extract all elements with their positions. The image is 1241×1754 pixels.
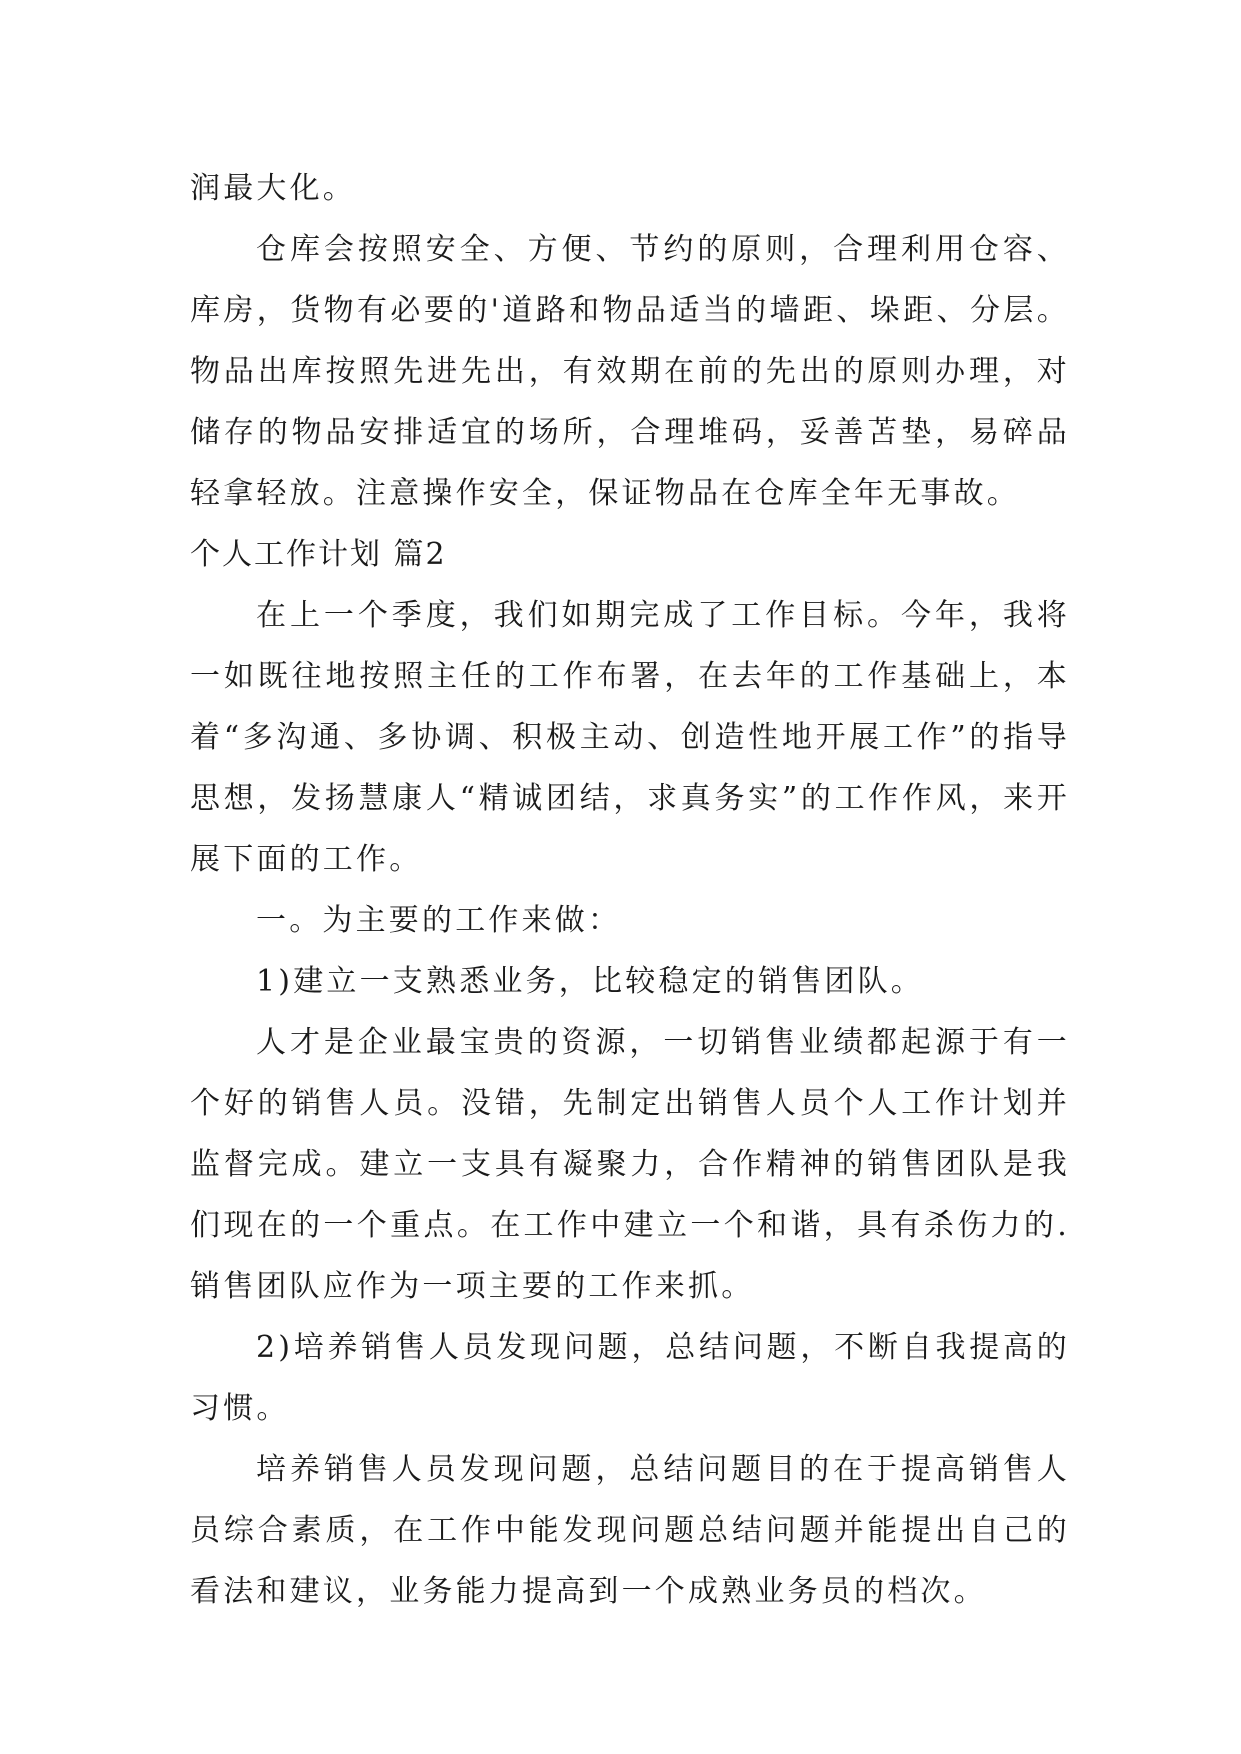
paragraph-intro: 在上一个季度，我们如期完成了工作目标。今年，我将一如既往地按照主任的工作布署，在去年的工作基础上，本着“多沟通、多协调、积极主动、创造性地开展工作”的指导思想，发扬慧康人“精诚团结，求真务实”的工作作风，来开展下面的工作。 <box>190 598 1070 877</box>
paragraph-continuation: 润最大化。 <box>190 171 356 206</box>
paragraph-warehouse: 仓库会按照安全、方便、节约的原则，合理利用仓容、库房，货物有必要的'道路和物品适当的墙距、垛距、分层。物品出库按照先进先出，有效期在前的先出的原则办理，对储存的物品安排适宜的场所，合理堆码，妥善苫垫，易碎品轻拿轻放。注意操作安全，保证物品在仓库全年无事故。 <box>190 232 1070 511</box>
paragraph-talent: 人才是企业最宝贵的资源，一切销售业绩都起源于有一个好的销售人员。没错，先制定出销售人员个人工作计划并监督完成。建立一支具有凝聚力，合作精神的销售团队是我们现在的一个重点。在工作中建立一个和谐，具有杀伤力的.销售团队应作为一项主要的工作来抓。 <box>190 1025 1070 1304</box>
paragraph-training: 培养销售人员发现问题，总结问题目的在于提高销售人员综合素质，在工作中能发现问题总结问题并能提出自己的看法和建议，业务能力提高到一个成熟业务员的档次。 <box>190 1452 1070 1609</box>
paragraph-item-2: 2)培养销售人员发现问题，总结问题，不断自我提高的习惯。 <box>190 1330 1070 1426</box>
paragraph-item-1: 1)建立一支熟悉业务，比较稳定的销售团队。 <box>256 964 924 999</box>
document-body <box>190 158 1070 1622</box>
paragraph-main-work: 一。为主要的工作来做： <box>256 903 622 938</box>
section-heading: 个人工作计划 篇2 <box>190 537 447 572</box>
